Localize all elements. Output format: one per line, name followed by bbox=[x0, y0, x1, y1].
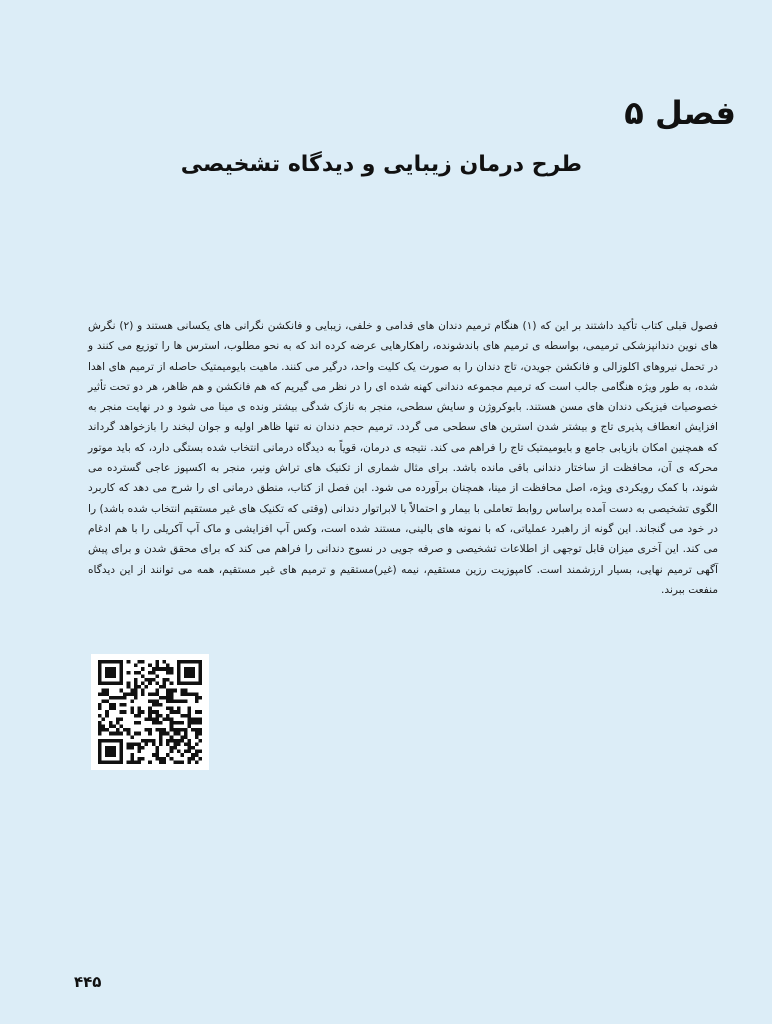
qr-code-icon bbox=[98, 660, 202, 764]
page-number: ۴۴۵ bbox=[74, 973, 102, 991]
chapter-label: فصل ۵ bbox=[624, 94, 736, 132]
chapter-intro-paragraph: فصول قبلی کتاب تأکید داشتند بر این که (۱) هنگام ترمیم دندان های قدامی و خلفی، زیبایی و فانکشن نگرانی های یکسانی هستند و (۲) نگرش های نوین دندانپزشکی ترمیمی، بواسطه ی ترمیم های باندشونده، راهکارهایی عرضه کرده اند که به نحو مطلوب، استرس ها را توزیع می کنند و در تحمل نیروهای اکلوزالی و فانکشن جویدن، تاج دندان را به صورت یک کلیت واحد، درگیر می کنند. ماهیت بایومیمتیک حاصله از ترمیم های اهدا شده، به طور ویژه هنگامی جالب است که ترمیم مجموعه دندانی کهنه شده ای را در نظر می گیریم که هم فانکشن و هم ظاهر، هر دو تحت تأثیر خصوصیات فیزیکی دندان های مسن هستند. بابوکروژن و سایش سطحی، منجر به نازک شدگی بیشتر ونده ی مینا می شود و در نهایت منجر به افزایش انعطاف پذیری تاج و بیشتر شدن استرین های سطحی می گردد. ترمیم حجم دندان نه تنها ظاهر اولیه و جوان لبخند را بازخواهد گرداند که همچنین امکان بازیابی جامع و بایومیمتیک تاج را فراهم می کند. نتیجه ی درمان، قویاً به دیدگاه درمانی انتخاب شده بستگی دارد، که باید موتور محرکه ی آن، محافظت از ساختار دندانی باقی مانده باشد. برای مثال شماری از تکنیک های تراش ونیر، منجر به اکسپوز عاجی گسترده می شوند، با کمک رویکردی ویژه، اصل محافظت از مینا، همچنان برآورده می شود. این فصل از کتاب، منطق درمانی ای را شرح می دهد که کاربرد الگوی تشخیصی به دست آمده براساس روابط تعاملی با بیمار و احتمالاً با لابراتوار دندانی (وقتی که تکنیک های غیر مستقیم انتخاب شده باشد) را در خود می گنجاند. این گونه از راهبرد عملیاتی، که با نمونه های بالینی، مستند شده است، وکس آپ افزایشی و ماک آپ آکریلی را با هم ادغام می کند. این آخری میزان قابل توجهی از اطلاعات تشخیصی و صرفه جویی در نسوج دندانی را فراهم می کند که برای محقق شدن و برای پیش آگهی ترمیم نهایی، بسیار ارزشمند است. کامپوزیت رزین مستقیم، نیمه (غیر)مستقیم و ترمیم های غیر مستقیم، همه می توانند از این دیدگاه منفعت ببرند. bbox=[88, 320, 718, 596]
qr-code bbox=[91, 654, 209, 770]
chapter-title: طرح درمان زیبایی و دیدگاه تشخیصی bbox=[180, 152, 582, 177]
